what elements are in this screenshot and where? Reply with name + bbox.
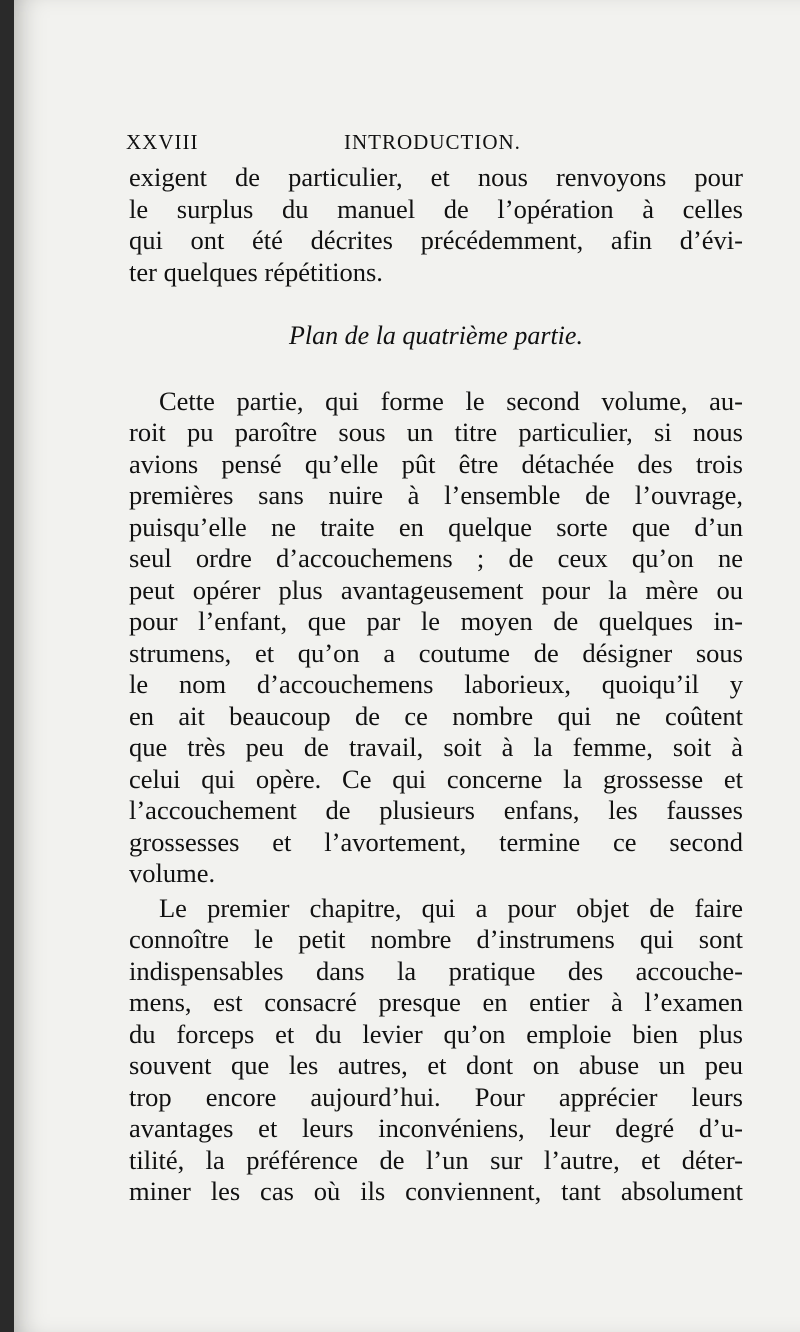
- text-line: premières sans nuire à l’ensemble de l’ouvrage,: [129, 480, 743, 510]
- text-line: grossesses et l’avortement, termine ce second: [129, 826, 743, 857]
- text-line: Le premier chapitre, qui a pour objet de faire: [159, 892, 743, 923]
- text-line: mens, est consacré presque en entier à l’examen: [129, 987, 743, 1017]
- text-line: tilité, la préférence de l’un sur l’autre, et déter-: [129, 1144, 743, 1175]
- paragraph-1: [129, 162, 743, 288]
- running-header: [126, 130, 746, 160]
- text-line: Cette partie, qui forme le second volume, au-: [159, 385, 743, 416]
- text-line: pour l’enfant, que par le moyen de quelques in-: [129, 606, 743, 636]
- text-line: du forceps et du levier qu’on emploie bien plus: [129, 1018, 743, 1049]
- running-title: INTRODUCTION.: [344, 130, 521, 154]
- text-line: souvent que les autres, et dont on abuse un peu: [129, 1050, 743, 1080]
- text-line: exigent de particulier, et nous renvoyons pour: [129, 162, 743, 192]
- text-line: volume.: [129, 858, 216, 888]
- page-body: [129, 162, 743, 1208]
- paragraph-3: [129, 893, 743, 1208]
- text-line: celui qui opère. Ce qui concerne la grossesse et: [129, 763, 743, 794]
- text-line: le nom d’accouchemens laborieux, quoiqu’il y: [129, 669, 743, 699]
- text-line: le surplus du manuel de l’opération à celles: [129, 193, 743, 224]
- text-line: miner les cas où ils conviennent, tant absolument: [129, 1176, 743, 1206]
- paragraph-2: [129, 386, 743, 890]
- text-line: qui ont été décrites précédemment, afin d’évi-: [129, 225, 743, 255]
- text-line: seul ordre d’accouchemens ; de ceux qu’on ne: [129, 543, 743, 573]
- text-line: peut opérer plus avantageusement pour la mère ou: [129, 574, 743, 605]
- text-line: strumens, et qu’on a coutume de désigner sous: [129, 637, 743, 668]
- book-page: [14, 0, 800, 1332]
- section-heading: Plan de la quatrième partie.: [289, 321, 583, 350]
- text-line: roit pu paroître sous un titre particulier, si nous: [129, 417, 743, 447]
- text-line: trop encore aujourd’hui. Pour apprécier leurs: [129, 1081, 743, 1112]
- text-line: en ait beaucoup de ce nombre qui ne coûtent: [129, 700, 743, 731]
- text-line: ter quelques répétitions.: [129, 256, 383, 287]
- text-line: l’accouchement de plusieurs enfans, les fausses: [129, 795, 743, 825]
- text-line: que très peu de travail, soit à la femme, soit à: [129, 732, 743, 762]
- text-line: avions pensé qu’elle pût être détachée des trois: [129, 448, 743, 479]
- text-line: connoître le petit nombre d’instrumens qui sont: [129, 924, 743, 954]
- text-line: puisqu’elle ne traite en quelque sorte que d’un: [129, 511, 743, 542]
- page-number: XXVIII: [126, 130, 199, 154]
- text-line: indispensables dans la pratique des accouche-: [129, 955, 743, 986]
- text-line: avantages et leurs inconvéniens, leur degré d’u-: [129, 1113, 743, 1143]
